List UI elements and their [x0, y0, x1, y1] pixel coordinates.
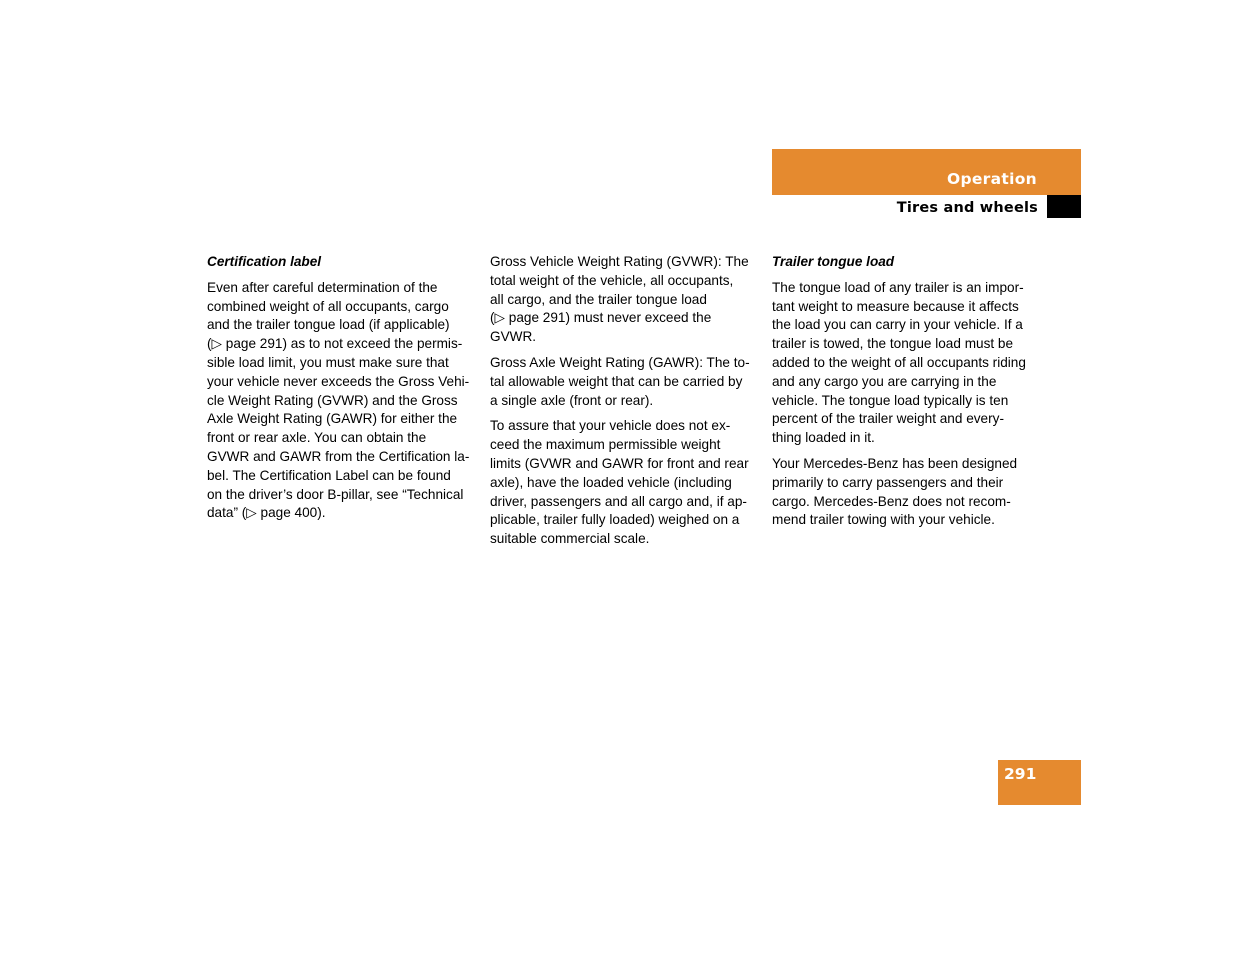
section-header-bar — [772, 149, 1081, 195]
page-number-box — [998, 760, 1081, 805]
certification-label-heading: Certification label — [207, 254, 322, 269]
paragraph: Your Mercedes-Benz has been designed primarily to carry passengers and their cargo. Mercedes-Benz does not recom- mend trailer towing with your vehicle. — [772, 455, 1018, 528]
paragraph: Gross Axle Weight Rating (GAWR): The to- tal allowable weight that can be carried by a single axle (front or rear). — [490, 354, 750, 408]
subsection-title: Tires and wheels — [896, 200, 1038, 216]
paragraph: The tongue load of any trailer is an impor- tant weight to measure because it affects the load you can carry in your vehicle. If a trailer is towed, the tongue load must be added to the weight of all occupants riding and any cargo you are carrying in the vehicle. The tongue load typically is ten percent of the trailer weight and every- thing loaded in it. — [772, 279, 1026, 446]
paragraph: To assure that your vehicle does not ex- ceed the maximum permissible weight limits (GVWR and GAWR for front and rear axle), have the loaded vehicle (including driver, passengers and all cargo and, if ap- plicable, trailer fully loaded) weighed on a suitable commercial scale. — [490, 418, 749, 547]
section-title: Operation — [947, 170, 1037, 188]
page-number: 291 — [1004, 765, 1037, 783]
text-column-2 — [490, 253, 758, 556]
trailer-tongue-load-heading: Trailer tongue load — [772, 254, 895, 269]
paragraph: Gross Vehicle Weight Rating (GVWR): The total weight of the vehicle, all occupants, all cargo, and the trailer tongue load (▷ page 291) must never exceed the GVWR. — [490, 254, 749, 345]
text-column-1 — [207, 253, 475, 530]
paragraph: Even after careful determination of the combined weight of all occupants, cargo and the trailer tongue load (if applicable) (▷ page 291) as to not exceed the permis- sible load limit, you must make sure that your vehicle never exceeds the Gross Vehi- cle Weight Rating (GVWR) and the Gross Axle Weight Rating (GAWR) for either the front or rear axle. You can obtain the GVWR and GAWR from the Certification la- bel. The Certification Label can be found on the driver’s door B-pillar, see “Technical data” (▷ page 400). — [207, 279, 470, 521]
chapter-tab-marker — [1047, 195, 1081, 218]
text-column-3 — [772, 253, 1040, 537]
